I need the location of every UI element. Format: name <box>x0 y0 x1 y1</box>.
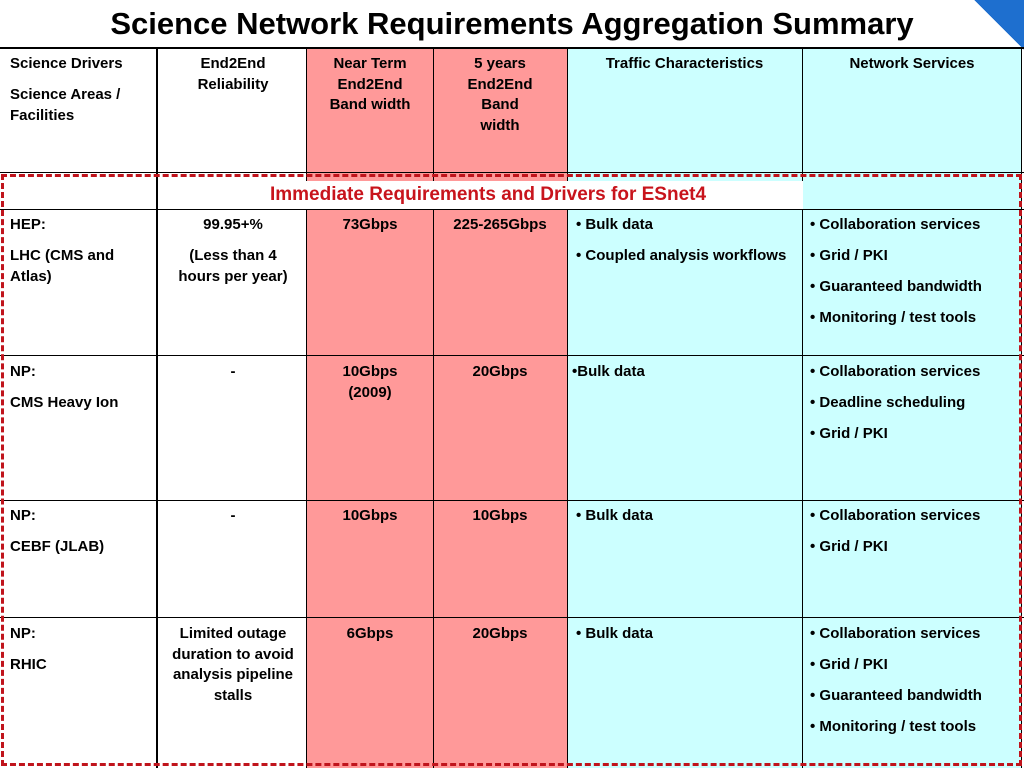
header-drivers-line2: Science Areas / Facilities <box>10 86 121 124</box>
list-item: • Grid / PKI <box>810 425 888 442</box>
row2-bottom-border <box>0 500 1024 501</box>
header-science-drivers <box>10 54 154 137</box>
list-item: • Collaboration services <box>810 507 981 524</box>
row1-services <box>806 215 1020 339</box>
row1-driver: HEP: LHC (CMS and Atlas) <box>10 216 115 285</box>
row2-driver: NP: CMS Heavy Ion <box>10 363 119 411</box>
list-item: • Bulk data <box>576 625 653 642</box>
row4-driver: NP: RHIC <box>10 625 47 673</box>
list-item: • Guaranteed bandwidth <box>810 687 982 704</box>
row4-near-term: 6Gbps <box>346 625 394 642</box>
col-divider-1 <box>156 47 158 768</box>
row1-near-term: 73Gbps <box>342 216 398 233</box>
slide-title: Science Network Requirements Aggregation Summary <box>110 6 914 41</box>
row3-bottom-border <box>0 617 1024 618</box>
list-item: • Guaranteed bandwidth <box>810 278 982 295</box>
row4-reliability: Limited outage duration to avoid analysis pipeline stalls <box>172 625 294 704</box>
row4-services <box>806 624 1020 748</box>
row1-reliability: 99.95+% (Less than 4 hours per year) <box>178 216 288 285</box>
col-divider-6 <box>1021 47 1022 768</box>
list-item: • Bulk data <box>576 216 653 233</box>
list-item: • Collaboration services <box>810 363 981 380</box>
row2-five-years: 20Gbps <box>472 363 528 380</box>
list-item: • Deadline scheduling <box>810 394 966 411</box>
header-near-term: Near Term End2End Band width <box>329 55 411 113</box>
header-reliability: End2End Reliability <box>197 55 269 93</box>
row3-five-years: 10Gbps <box>472 507 528 524</box>
row2-services <box>806 362 1020 455</box>
row3-driver: NP: CEBF (JLAB) <box>10 507 105 555</box>
traffic-column-bg <box>567 47 802 768</box>
banner-bottom-border <box>0 209 1024 210</box>
row3-near-term: 10Gbps <box>342 507 398 524</box>
col-divider-5 <box>802 47 803 768</box>
col-divider-3 <box>433 47 434 768</box>
list-item: • Collaboration services <box>810 625 981 642</box>
list-item: • Grid / PKI <box>810 247 888 264</box>
row3-traffic <box>572 506 797 537</box>
row2-reliability: - <box>230 363 236 380</box>
col-divider-4 <box>567 47 568 768</box>
header-traffic: Traffic Characteristics <box>605 55 764 72</box>
list-item: • Coupled analysis workflows <box>576 247 787 264</box>
row1-bottom-border <box>0 355 1024 356</box>
header-drivers-line1: Science Drivers <box>10 55 123 72</box>
row3-services <box>806 506 1020 568</box>
row2-traffic <box>572 362 797 383</box>
row4-traffic <box>572 624 797 655</box>
row1-traffic <box>572 215 797 277</box>
row4-five-years: 20Gbps <box>472 625 528 642</box>
table-top-border <box>0 47 1024 49</box>
immediate-requirements-banner: Immediate Requirements and Drivers for ESnet4 <box>173 181 803 209</box>
five-years-column-bg <box>433 47 567 768</box>
list-item: • Grid / PKI <box>810 656 888 673</box>
list-item: •Bulk data <box>572 363 645 380</box>
header-services: Network Services <box>849 55 975 72</box>
corner-triangle-icon <box>974 0 1024 50</box>
list-item: • Grid / PKI <box>810 538 888 555</box>
header-five-years: 5 years End2End Band width <box>467 55 533 134</box>
list-item: • Monitoring / test tools <box>810 718 977 735</box>
row1-five-years: 225-265Gbps <box>453 216 547 233</box>
list-item: • Collaboration services <box>810 216 981 233</box>
header-bottom-border <box>0 172 1024 173</box>
row2-near-term: 10Gbps (2009) <box>342 363 398 401</box>
list-item: • Monitoring / test tools <box>810 309 977 326</box>
list-item: • Bulk data <box>576 507 653 524</box>
row3-reliability: - <box>230 507 236 524</box>
